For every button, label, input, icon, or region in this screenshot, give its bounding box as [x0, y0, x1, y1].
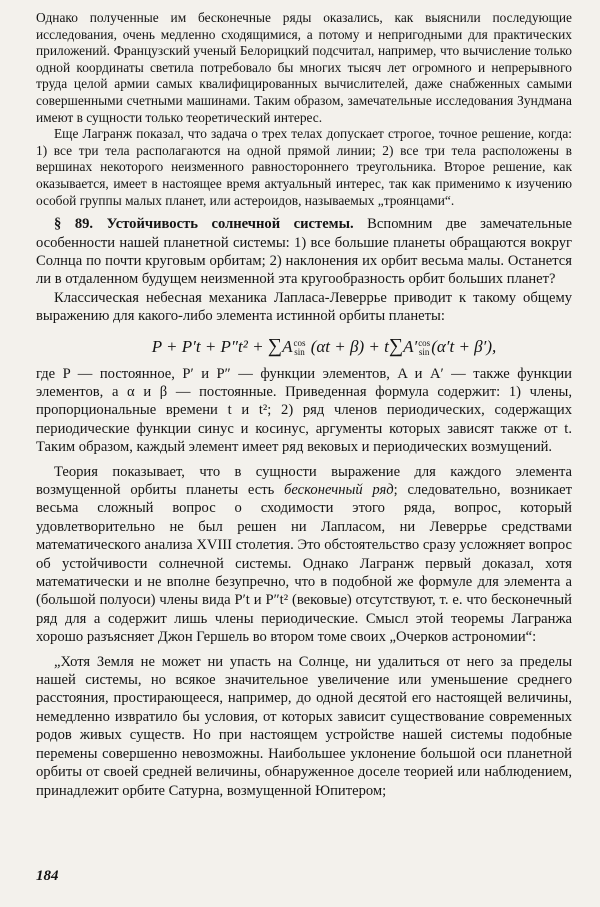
herschel-quote: „Хотя Земля не может ни упасть на Солнце, ни удалиться от него за пределы нашей системы, но всякое значительное увеличение или уменьшение среднего расстояния, простирающееся, например, до одной десятой его настоящей величины, немедленно извратило бы условия, от которых зависит существование современных родов живых существ. Но при настоящем устройстве нашей системы подобные перемены совершенно невозможны. Наибольшее уклонение большой оси планетной орбиты от своей средней величины, обнаруженное доселе теорией или наблюдением, принадлежит орбите Сатурна, возмущенной Юпитером;	[36, 653, 572, 799]
after-formula-paragraph-2	[36, 463, 572, 647]
formula-arg-2: (α′t + β′),	[431, 336, 497, 356]
intro-paragraph-1: Однако полученные им бесконечные ряды оказались, как выяснили последующие исследования, очень медленно сходящимися, а потому и непригодными для практических приложений. Французский ученый Белорицкий подсчитал, например, что вычисление только одной координаты светила потребовало бы многих тысяч лет огромного и непрерывного труда целой армии самых квалифицированных вычислителей, даже снабженных самыми совершенными счетными машинами. Таким образом, замечательные исследования Зундмана имеют в сущности только теоретический интерес.	[36, 10, 572, 125]
intro-paragraph-2: Еще Лагранж показал, что задача о трех телах допускает строгое, точное решение, когда: 1) все три тела располагаются на одной прямой линии; 2) все три тела расположены в вершинах некоторого неизменного равностороннего треугольника. Второе решение, как оказывается, имеет в настоящее время актуальный интерес, так как применимо к изучению особой группы малых планет, или астероидов, называемых „троянцами“.	[36, 126, 572, 208]
sum-symbol-2: ∑	[388, 334, 404, 357]
orbit-element-formula	[36, 334, 572, 359]
formula-part-1: P + P′t + P″t² +	[151, 336, 268, 356]
section-paragraph-1-text: Вспомним две замечательные особенности нашей планетной системы: 1) все большие планеты обращаются вокруг Солнца по почти круговым орбитам; 2) наклонения их орбит весьма малы. Останется ли в отдаленном будущем неизменной эта кругообразность орбит больших планет?	[36, 216, 572, 288]
cos-label: cos	[293, 337, 306, 348]
page-number: 184	[36, 868, 59, 884]
section-paragraph-2: Классическая небесная механика Лапласа-Леверрье приводит к такому общему выражению для какого-либо элемента истинной орбиты планеты:	[36, 289, 572, 325]
paragraph-2-text-a: Теория показывает, что в сущности выражение для каждого элемента возмущенной орбиты планеты есть	[36, 463, 572, 498]
formula-arg-1: (αt + β) + t	[306, 336, 389, 356]
cos-sin-stack	[293, 339, 305, 357]
cos-sin-stack-2	[418, 339, 430, 357]
paragraph-2-text-b: ; следовательно, возникает весьма сложный вопрос о сходимости этого ряда, вопрос, который удовлетворительно не был решен ни Лапласом, ни Леверрье средствами математического анализа XVIII столетия. Это обстоятельство сразу усложняет вопрос об устойчивости солнечной системы. Однако Лагранж первый доказал, хотя математически и не вполне безупречно, что в подобной же формуле для элемента a (большой полуоси) члены вида P′t и P″t² (вековые) отсутствуют, т. е. что бесконечный ряд для a содержит лишь члены периодические. Смысл этой теоремы Лагранжа хорошо разъясняет Джон Гершель во втором томе своих „Очерков астрономии“:	[36, 482, 573, 646]
sin-label: sin	[294, 346, 305, 357]
sin-label-2: sin	[418, 346, 430, 357]
formula-a-prime-term: A′	[403, 336, 418, 356]
cos-label-2: cos	[418, 337, 431, 348]
infinite-series-term: бесконечный ряд	[284, 482, 394, 498]
after-formula-paragraph-1: где P — постоянное, P′ и P″ — функции элементов, A и A′ — также функции элементов, а α и β — постоянные. Приведенная формула содержит: 1) члены, пропорциональные времени t и t²; 2) ряд членов периодических, содержащих периодические функции синус и косинус, аргументы которых зависят также от t. Таким образом, каждый элемент имеет ряд вековых и периодических возмущений.	[36, 365, 572, 456]
formula-a-term: A	[282, 336, 293, 356]
sum-symbol: ∑	[267, 334, 283, 357]
section-heading: § 89. Устойчивость солнечной системы.	[54, 216, 354, 233]
section-paragraph-1	[36, 215, 572, 289]
intro-section	[36, 10, 572, 209]
